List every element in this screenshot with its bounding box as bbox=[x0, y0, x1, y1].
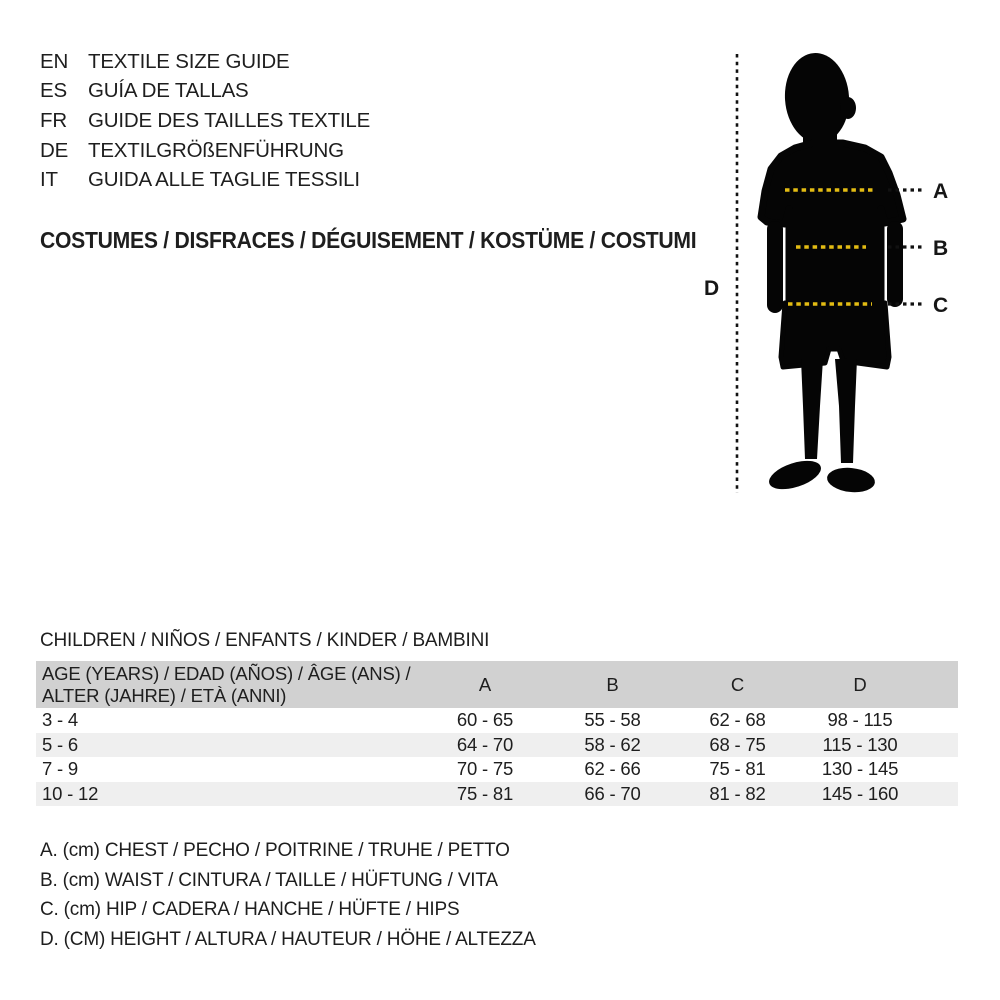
label-c: C bbox=[933, 294, 948, 317]
age-value: 5 - 6 bbox=[42, 733, 79, 755]
guide-title-es: GUÍA DE TALLAS bbox=[88, 79, 249, 103]
guide-title-it: GUIDA ALLE TAGLIE TESSILI bbox=[88, 168, 360, 192]
hip-range: 68 - 75 bbox=[709, 733, 766, 755]
age-value: 7 - 9 bbox=[42, 758, 79, 780]
label-d: D bbox=[704, 277, 719, 300]
age-column-header bbox=[36, 661, 420, 708]
age-header-line1: AGE (YEARS) / EDAD (AÑOS) / ÂGE (ANS) / bbox=[42, 662, 411, 684]
waist-range: 66 - 70 bbox=[584, 782, 641, 804]
table-row bbox=[36, 782, 958, 807]
column-header-d: D bbox=[853, 673, 867, 695]
chest-range: 64 - 70 bbox=[456, 733, 514, 755]
category-title bbox=[40, 227, 769, 254]
language-code: FR bbox=[40, 108, 67, 132]
size-table bbox=[36, 661, 958, 806]
label-a: A bbox=[933, 180, 948, 203]
column-header-b: B bbox=[606, 673, 619, 695]
category-title-text: COSTUMES / DISFRACES / DÉGUISEMENT / KOSTÜME / COSTUMI bbox=[40, 227, 697, 253]
language-row-es bbox=[40, 77, 370, 107]
table-row bbox=[36, 733, 958, 758]
height-range: 130 - 145 bbox=[821, 758, 899, 780]
chest-range: 75 - 81 bbox=[456, 782, 514, 804]
language-row-de bbox=[40, 136, 370, 166]
language-code: ES bbox=[40, 79, 67, 103]
waist-range: 62 - 66 bbox=[584, 758, 641, 780]
row-spacer bbox=[920, 782, 958, 807]
height-range: 145 - 160 bbox=[821, 782, 899, 804]
size-table-header-row bbox=[36, 661, 958, 708]
height-range: 115 - 130 bbox=[822, 733, 898, 755]
age-header-line2: ALTER (JAHRE) / ETÀ (ANNI) bbox=[42, 684, 287, 706]
guide-title-de: TEXTILGRÖßENFÜHRUNG bbox=[88, 138, 344, 162]
legend-waist: B. (cm) WAIST / CINTURA / TAILLE / HÜFTUNG / VITA bbox=[40, 869, 498, 891]
age-value: 3 - 4 bbox=[42, 709, 79, 731]
header-spacer bbox=[920, 661, 958, 708]
label-b: B bbox=[933, 237, 948, 260]
language-code: DE bbox=[40, 138, 69, 162]
measurement-diagram bbox=[690, 40, 970, 510]
language-row-it bbox=[40, 165, 370, 195]
measurement-legend bbox=[40, 836, 536, 954]
chest-range: 70 - 75 bbox=[456, 758, 514, 780]
guide-title-fr: GUIDE DES TAILLES TEXTILE bbox=[88, 108, 371, 132]
language-code: EN bbox=[40, 49, 69, 73]
ear-bump bbox=[840, 97, 856, 119]
guide-title-en: TEXTILE SIZE GUIDE bbox=[88, 49, 290, 73]
waist-range: 58 - 62 bbox=[584, 733, 641, 755]
height-range: 98 - 115 bbox=[827, 709, 893, 731]
hip-range: 75 - 81 bbox=[709, 758, 766, 780]
row-spacer bbox=[920, 757, 958, 782]
legend-chest: A. (cm) CHEST / PECHO / POITRINE / TRUHE / PETTO bbox=[40, 840, 510, 861]
child-silhouette bbox=[761, 51, 903, 495]
hip-range: 62 - 68 bbox=[709, 709, 766, 731]
age-value: 10 - 12 bbox=[42, 782, 99, 804]
column-header-c: C bbox=[730, 673, 745, 695]
legend-hip: C. (cm) HIP / CADERA / HANCHE / HÜFTE / HIPS bbox=[40, 899, 460, 920]
row-spacer bbox=[920, 733, 958, 758]
table-row bbox=[36, 708, 958, 733]
waist-range: 55 - 58 bbox=[584, 709, 641, 731]
chest-range: 60 - 65 bbox=[456, 709, 514, 731]
children-section-title: CHILDREN / NIÑOS / ENFANTS / KINDER / BAMBINI bbox=[40, 630, 490, 651]
row-spacer bbox=[920, 708, 958, 733]
table-row bbox=[36, 757, 958, 782]
legend-height: D. (CM) HEIGHT / ALTURA / HAUTEUR / HÖHE / ALTEZZA bbox=[40, 928, 536, 950]
language-row-en bbox=[40, 47, 370, 77]
hip-range: 81 - 82 bbox=[709, 782, 766, 804]
language-code: IT bbox=[40, 168, 58, 192]
column-header-a: A bbox=[478, 673, 492, 695]
language-list bbox=[40, 47, 370, 195]
language-row-fr bbox=[40, 106, 370, 136]
